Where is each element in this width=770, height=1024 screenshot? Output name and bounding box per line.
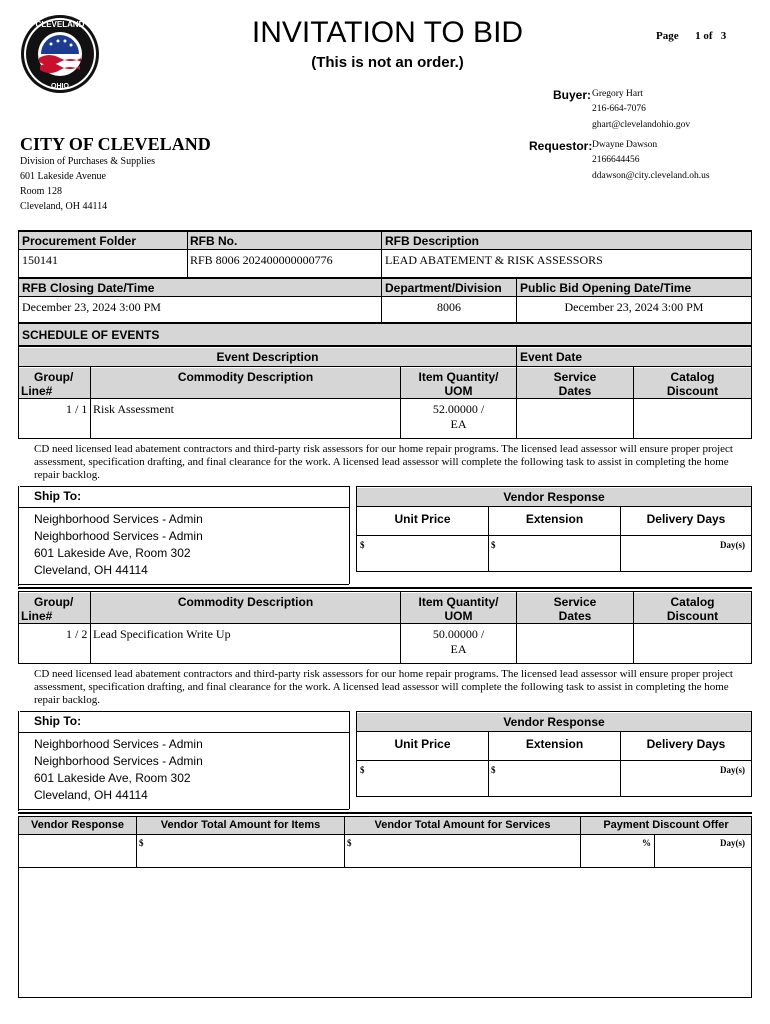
totals-items-input[interactable]: $ xyxy=(139,838,144,848)
rfb-no-value: RFB 8006 202400000000776 xyxy=(190,253,333,267)
requestor-email: ddawson@city.cleveland.oh.us xyxy=(592,171,710,181)
item2-extension-header: Extension xyxy=(525,737,584,751)
page-title: INVITATION TO BID xyxy=(251,16,524,49)
org-room: Room 128 xyxy=(20,186,62,197)
org-name: CITY OF CLEVELAND xyxy=(20,134,211,154)
org-street: 601 Lakeside Avenue xyxy=(20,171,106,182)
schedule-title: SCHEDULE OF EVENTS xyxy=(22,328,160,342)
item1-unit-price-header: Unit Price xyxy=(394,512,451,526)
requestor-phone: 2166644456 xyxy=(592,155,640,165)
buyer-name: Gregory Hart xyxy=(592,89,643,99)
org-division: Division of Purchases & Supplies xyxy=(20,156,155,167)
procurement-folder-value: 150141 xyxy=(22,253,58,267)
item1-description: CD need licensed lead abatement contractors and third-party risk assessors for our home repair programs. The licensed lead assessor will ensure proper project assessment, specification drafting, and final clearance for the work. A licensed lead assessor will complete the following task to assist in completing the home repair backlog. xyxy=(34,443,733,481)
item2-col-qty: Item Quantity/ UOM xyxy=(418,595,499,623)
col-service-dates: Service Dates xyxy=(553,370,597,398)
col-catalog-discount: Catalog Discount xyxy=(666,370,719,398)
item2-col-catalog-discount: Catalog Discount xyxy=(666,595,719,623)
department-label: Department/Division xyxy=(385,281,502,295)
totals-payment-discount-header: Payment Discount Offer xyxy=(603,819,729,831)
department-value: 8006 xyxy=(437,300,461,314)
item1-ship-to-label: Ship To: xyxy=(34,489,82,503)
opening-date-value: December 23, 2024 3:00 PM xyxy=(564,300,704,314)
org-city: Cleveland, OH 44114 xyxy=(20,201,108,212)
item2-col-commodity: Commodity Description xyxy=(177,595,314,609)
svg-text:OHIO: OHIO xyxy=(51,83,69,90)
requestor-label: Requestor: xyxy=(529,139,593,153)
item2-line: 1 / 2 xyxy=(66,627,88,641)
page-subtitle: (This is not an order.) xyxy=(311,54,464,71)
procurement-folder-label: Procurement Folder xyxy=(22,234,137,248)
buyer-phone: 216-664-7076 xyxy=(592,104,646,114)
rfb-no-label: RFB No. xyxy=(190,234,238,248)
item1-ship-to-address: Neighborhood Services - Admin Neighborhood Services - Admin 601 Lakeside Ave, Room 302 Cleveland, OH 44114 xyxy=(34,512,203,577)
item2-col-service-dates: Service Dates xyxy=(553,595,597,623)
item2-delivery-days-header: Delivery Days xyxy=(646,737,726,751)
item2-vendor-response-title: Vendor Response xyxy=(503,715,605,729)
requestor-name: Dwayne Dawson xyxy=(592,140,658,150)
item1-unit-price-input[interactable]: $ xyxy=(360,540,365,550)
totals-services-header: Vendor Total Amount for Services xyxy=(374,819,551,831)
totals-vendor-response-header: Vendor Response xyxy=(31,819,124,831)
item2-col-group-line: Group/ Line# xyxy=(21,595,74,623)
item2-extension-input[interactable]: $ xyxy=(491,765,496,775)
item1-line: 1 / 1 xyxy=(66,402,88,416)
event-date-header: Event Date xyxy=(520,350,583,364)
item2-unit-price-header: Unit Price xyxy=(394,737,451,751)
item1-vendor-response-title: Vendor Response xyxy=(503,490,605,504)
item1-qty: 52.00000 / EA xyxy=(432,402,485,431)
col-group-line: Group/ Line# xyxy=(21,370,74,398)
totals-items-header: Vendor Total Amount for Items xyxy=(160,819,321,831)
item1-commodity: Risk Assessment xyxy=(93,402,175,416)
totals-discount-percent-input[interactable]: % xyxy=(642,838,651,848)
item1-extension-input[interactable]: $ xyxy=(491,540,496,550)
item2-delivery-days-input[interactable]: Day(s) xyxy=(720,765,745,775)
page-number: Page 1 of 3 xyxy=(656,30,727,42)
item2-description: CD need licensed lead abatement contractors and third-party risk assessors for our home repair programs. The licensed lead assessor will ensure proper project assessment, specification drafting, and final clearance for the work. A licensed lead assessor will complete the following task to assist in completing the home repair backlog. xyxy=(34,668,733,706)
svg-text:CLEVELAND: CLEVELAND xyxy=(35,20,85,29)
item2-commodity: Lead Specification Write Up xyxy=(93,627,231,641)
col-commodity: Commodity Description xyxy=(177,370,314,384)
rfb-description-label: RFB Description xyxy=(385,234,480,248)
totals-discount-days-input[interactable]: Day(s) xyxy=(720,838,745,848)
item2-ship-to-address: Neighborhood Services - Admin Neighborhood Services - Admin 601 Lakeside Ave, Room 302 Cleveland, OH 44114 xyxy=(34,737,203,802)
item2-unit-price-input[interactable]: $ xyxy=(360,765,365,775)
col-qty: Item Quantity/ UOM xyxy=(418,370,499,398)
item1-extension-header: Extension xyxy=(525,512,584,526)
closing-date-value: December 23, 2024 3:00 PM xyxy=(22,300,161,314)
item1-delivery-days-header: Delivery Days xyxy=(646,512,726,526)
buyer-label: Buyer: xyxy=(553,88,592,102)
event-description-header: Event Description xyxy=(216,350,319,364)
buyer-email: ghart@clevelandohio.gov xyxy=(592,120,691,130)
item2-ship-to-label: Ship To: xyxy=(34,714,82,728)
rfb-description-value: LEAD ABATEMENT & RISK ASSESSORS xyxy=(385,253,603,267)
totals-services-input[interactable]: $ xyxy=(347,838,352,848)
opening-date-label: Public Bid Opening Date/Time xyxy=(520,281,692,295)
item2-qty: 50.00000 / EA xyxy=(432,627,485,656)
city-seal xyxy=(20,14,100,94)
closing-date-label: RFB Closing Date/Time xyxy=(22,281,155,295)
item1-delivery-days-input[interactable]: Day(s) xyxy=(720,540,745,550)
